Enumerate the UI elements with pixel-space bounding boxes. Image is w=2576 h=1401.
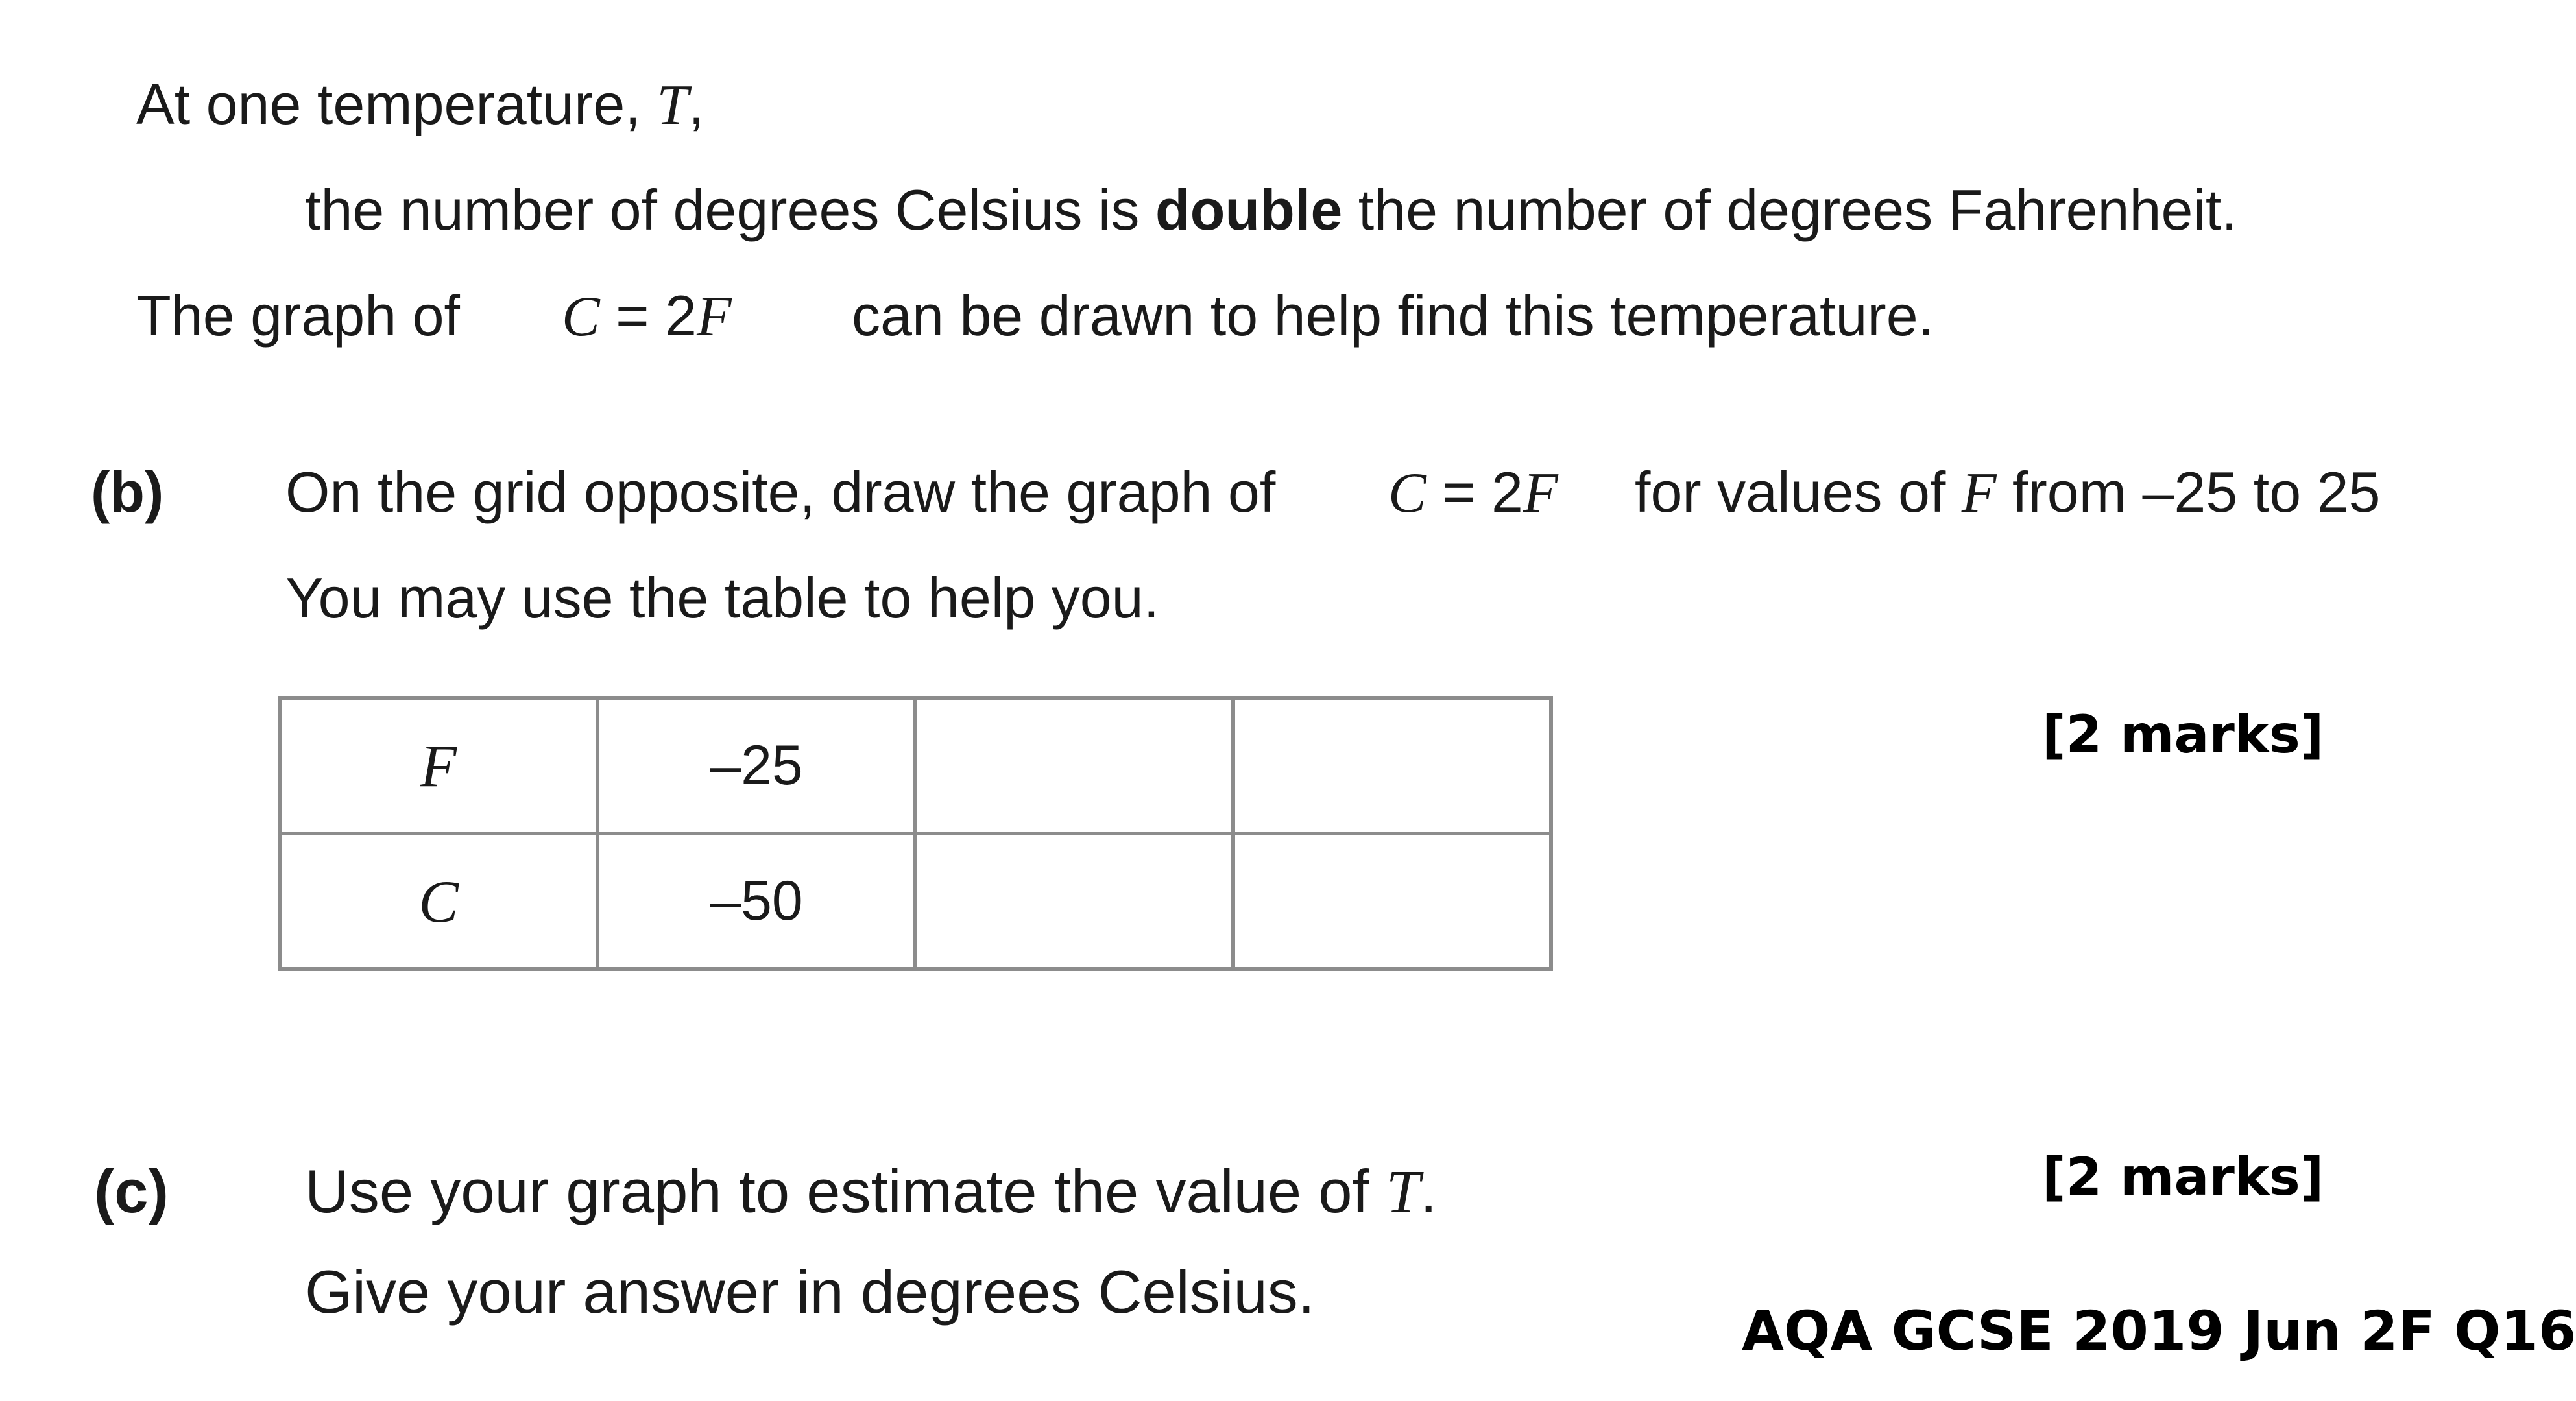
table-cell: –25 <box>597 698 915 833</box>
part-b-marks: [2 marks] <box>2042 704 2324 765</box>
intro-line-3-start: The graph of <box>136 283 460 348</box>
equation-rhs: F <box>696 285 732 348</box>
intro-line-1-comma: , <box>688 72 704 136</box>
part-c-line-1-period: . <box>1420 1157 1438 1225</box>
source-reference: AQA GCSE 2019 Jun 2F Q16 <box>1742 1299 2576 1363</box>
values-table <box>278 696 1553 971</box>
equation-lhs: C <box>562 285 600 348</box>
variable-f: F <box>1961 462 1997 525</box>
table-cell-blank <box>1233 698 1551 833</box>
variable-t: T <box>656 74 689 137</box>
table-row-header: F <box>280 698 597 833</box>
table-cell-blank <box>915 833 1233 969</box>
table-row-c <box>280 833 1551 969</box>
table-row-header: C <box>280 833 597 969</box>
part-c-line-2: Give your answer in degrees Celsius. <box>305 1258 1315 1326</box>
variable-t: T <box>1386 1158 1421 1226</box>
part-b-equation <box>1388 460 1558 525</box>
part-b-line-1-start: On the grid opposite, draw the graph of <box>285 460 1276 524</box>
intro-line-2 <box>305 178 2237 242</box>
part-b-label: (b) <box>91 460 164 524</box>
part-b-line-1-end <box>1635 460 2381 525</box>
equation-mid: = 2 <box>1426 460 1523 524</box>
part-c-label: (c) <box>94 1157 169 1225</box>
table-cell: –50 <box>597 833 915 969</box>
intro-equation <box>562 283 732 348</box>
intro-line-3-end: can be drawn to help find this temperature. <box>852 283 1934 348</box>
part-c-line-1-text: Use your graph to estimate the value of <box>305 1157 1369 1225</box>
intro-line-1 <box>136 72 704 137</box>
intro-line-2-start: the number of degrees Celsius is <box>305 178 1140 242</box>
part-b-range: from –25 to 25 <box>2012 460 2381 524</box>
table-cell-blank <box>915 698 1233 833</box>
equation-mid: = 2 <box>599 283 697 348</box>
part-b-line-2: You may use the table to help you. <box>285 566 1160 630</box>
intro-line-1-text: At one temperature, <box>136 72 641 136</box>
intro-line-2-emphasis: double <box>1155 178 1343 242</box>
equation-rhs: F <box>1523 462 1558 525</box>
table-cell-blank <box>1233 833 1551 969</box>
part-b-for-values: for values of <box>1635 460 1946 524</box>
intro-line-2-end: the number of degrees Fahrenheit. <box>1358 178 2237 242</box>
part-c-marks: [2 marks] <box>2042 1147 2324 1207</box>
part-c-line-1 <box>305 1157 1438 1226</box>
equation-lhs: C <box>1388 462 1426 525</box>
table-row-f <box>280 698 1551 833</box>
